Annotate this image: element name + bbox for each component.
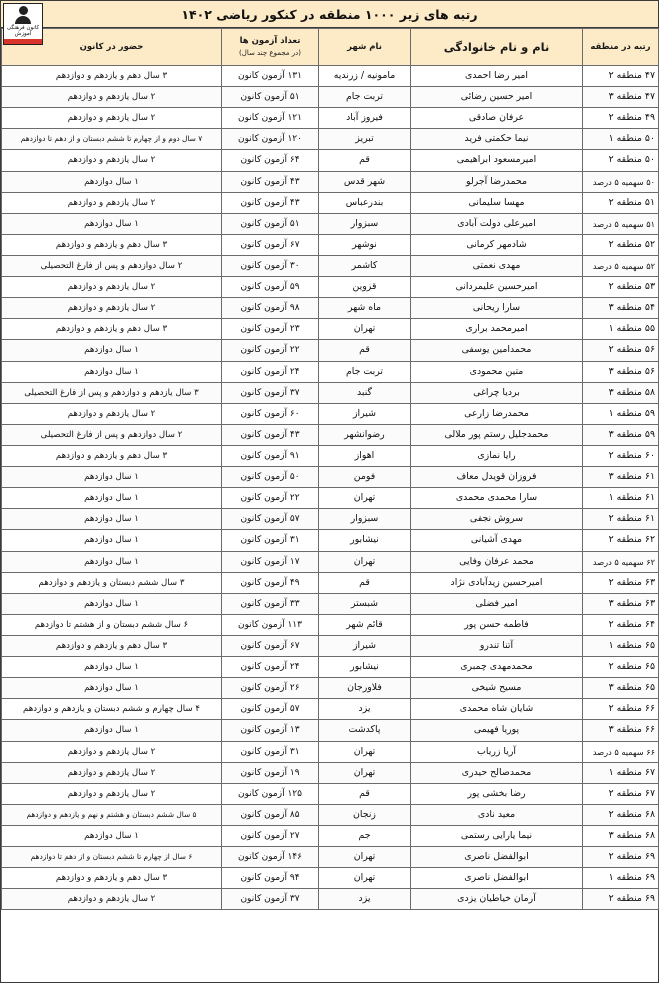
cell-rank: ۵۹ منطقه ۳ [583, 424, 659, 445]
cell-rank: ۵۲ سهمیه ۵ درصد [583, 255, 659, 276]
cell-tests: ۲۳ آزمون کانون [222, 319, 319, 340]
cell-name: مهسا سلیمانی [411, 192, 583, 213]
cell-tests: ۱۲۵ آزمون کانون [222, 783, 319, 804]
cell-name: محمدامین یوسفی [411, 340, 583, 361]
cell-name: محمدرضا آجرلو [411, 171, 583, 192]
table-row [2, 551, 659, 572]
cell-city: نوشهر [319, 234, 411, 255]
cell-name: آرمان خیاطیان یزدی [411, 889, 583, 910]
cell-name: محمدمهدی چمبری [411, 657, 583, 678]
cell-city: شیراز [319, 403, 411, 424]
cell-rank: ۶۸ منطقه ۲ [583, 804, 659, 825]
table-row [2, 298, 659, 319]
table-row [2, 614, 659, 635]
cell-name: فاطمه حسن پور [411, 614, 583, 635]
cell-rank: ۴۹ منطقه ۲ [583, 108, 659, 129]
table-row [2, 445, 659, 466]
table-row [2, 657, 659, 678]
table-row [2, 825, 659, 846]
cell-city: قم [319, 572, 411, 593]
cell-rank: ۶۵ منطقه ۳ [583, 678, 659, 699]
cell-attendance: ۲ سال یازدهم و دوازدهم [2, 783, 222, 804]
cell-tests: ۲۷ آزمون کانون [222, 825, 319, 846]
ranks-table [1, 28, 659, 910]
cell-rank: ۶۵ منطقه ۲ [583, 657, 659, 678]
cell-name: مهدی نعمتی [411, 255, 583, 276]
table-row [2, 635, 659, 656]
cell-tests: ۱۹ آزمون کانون [222, 762, 319, 783]
logo-figure-body-icon [15, 16, 31, 24]
cell-rank: ۵۶ منطقه ۲ [583, 340, 659, 361]
cell-city: قزوین [319, 277, 411, 298]
table-row [2, 87, 659, 108]
table-row [2, 192, 659, 213]
cell-name: امیر حسین رضائی [411, 87, 583, 108]
cell-city: اهواز [319, 445, 411, 466]
cell-tests: ۱۴۶ آزمون کانون [222, 847, 319, 868]
cell-city: تهران [319, 488, 411, 509]
table-row [2, 234, 659, 255]
cell-rank: ۵۵ منطقه ۱ [583, 319, 659, 340]
cell-attendance: ۲ سال یازدهم و دوازدهم [2, 298, 222, 319]
cell-rank: ۵۱ سهمیه ۵ درصد [583, 213, 659, 234]
cell-tests: ۱۲۱ آزمون کانون [222, 108, 319, 129]
cell-name: سارا ریحانی [411, 298, 583, 319]
cell-name: مهدی آشیانی [411, 530, 583, 551]
cell-tests: ۴۳ آزمون کانون [222, 171, 319, 192]
cell-attendance: ۱ سال دوازدهم [2, 825, 222, 846]
cell-city: فیروز آباد [319, 108, 411, 129]
table-row [2, 424, 659, 445]
table-row [2, 255, 659, 276]
cell-attendance: ۳ سال دهم و یازدهم و دوازدهم [2, 868, 222, 889]
table-row [2, 382, 659, 403]
cell-attendance: ۲ سال یازدهم و دوازدهم [2, 150, 222, 171]
cell-name: آتنا تندرو [411, 635, 583, 656]
cell-city: تهران [319, 868, 411, 889]
cell-city: مامونیه / زرندیه [319, 66, 411, 87]
col-header-attendance: حضور در کانون [2, 29, 222, 66]
cell-attendance: ۱ سال دوازدهم [2, 720, 222, 741]
cell-tests: ۱۷ آزمون کانون [222, 551, 319, 572]
cell-attendance: ۳ سال دهم و یازدهم و دوازدهم [2, 635, 222, 656]
cell-name: مسیح شیخی [411, 678, 583, 699]
cell-city: تهران [319, 741, 411, 762]
cell-name: سارا محمدی محمدی [411, 488, 583, 509]
cell-rank: ۶۹ منطقه ۲ [583, 847, 659, 868]
title-bar [1, 1, 658, 28]
cell-rank: ۶۵ منطقه ۱ [583, 635, 659, 656]
cell-name: معید نادی [411, 804, 583, 825]
cell-rank: ۶۸ منطقه ۳ [583, 825, 659, 846]
table-row [2, 277, 659, 298]
cell-name: شایان شاه محمدی [411, 699, 583, 720]
cell-name: امیر رضا احمدی [411, 66, 583, 87]
cell-tests: ۲۲ آزمون کانون [222, 488, 319, 509]
cell-tests: ۵۷ آزمون کانون [222, 509, 319, 530]
cell-city: تهران [319, 847, 411, 868]
cell-name: سروش نجفی [411, 509, 583, 530]
table-row [2, 572, 659, 593]
cell-city: نیشابور [319, 530, 411, 551]
col-header-tests-label: تعداد آزمون ها [239, 36, 301, 46]
col-header-rank: رتبه در منطقه [583, 29, 659, 66]
cell-tests: ۳۷ آزمون کانون [222, 382, 319, 403]
cell-rank: ۶۱ منطقه ۱ [583, 488, 659, 509]
cell-city: نیشابور [319, 657, 411, 678]
table-row [2, 741, 659, 762]
cell-attendance: ۳ سال دهم و یازدهم و دوازدهم [2, 319, 222, 340]
cell-city: تربت جام [319, 361, 411, 382]
cell-rank: ۶۲ منطقه ۲ [583, 530, 659, 551]
cell-tests: ۵۰ آزمون کانون [222, 467, 319, 488]
cell-name: رایا نمازی [411, 445, 583, 466]
cell-name: متین محمودی [411, 361, 583, 382]
cell-city: شبستر [319, 593, 411, 614]
cell-city: رضوانشهر [319, 424, 411, 445]
cell-tests: ۶۰ آزمون کانون [222, 403, 319, 424]
cell-attendance: ۲ سال دوازدهم و پس از فارغ التحصیلی [2, 424, 222, 445]
cell-name: محمد عرفان وفایی [411, 551, 583, 572]
cell-attendance: ۳ سال دهم و یازدهم و دوازدهم [2, 66, 222, 87]
cell-rank: ۶۷ منطقه ۱ [583, 762, 659, 783]
cell-rank: ۶۶ منطقه ۳ [583, 720, 659, 741]
cell-name: محمدرضا زارعی [411, 403, 583, 424]
cell-rank: ۴۷ منطقه ۲ [583, 66, 659, 87]
cell-name: ابوالفضل ناصری [411, 868, 583, 889]
logo-figure-head-icon [19, 6, 28, 15]
cell-rank: ۶۳ منطقه ۳ [583, 593, 659, 614]
cell-city: تبریز [319, 129, 411, 150]
cell-rank: ۶۹ منطقه ۲ [583, 889, 659, 910]
cell-city: یزد [319, 889, 411, 910]
cell-rank: ۵۴ منطقه ۳ [583, 298, 659, 319]
cell-name: امیرحسین علیمردانی [411, 277, 583, 298]
cell-tests: ۵۱ آزمون کانون [222, 213, 319, 234]
table-row [2, 129, 659, 150]
cell-attendance: ۱ سال دوازدهم [2, 509, 222, 530]
cell-tests: ۵۹ آزمون کانون [222, 277, 319, 298]
cell-tests: ۵۱ آزمون کانون [222, 87, 319, 108]
cell-rank: ۵۲ منطقه ۲ [583, 234, 659, 255]
cell-attendance: ۳ سال دهم و یازدهم و دوازدهم [2, 445, 222, 466]
cell-city: شهر قدس [319, 171, 411, 192]
table-row [2, 783, 659, 804]
cell-name: نیما یارایی رستمی [411, 825, 583, 846]
cell-attendance: ۲ سال یازدهم و دوازدهم [2, 192, 222, 213]
cell-tests: ۴۳ آزمون کانون [222, 192, 319, 213]
cell-city: تهران [319, 319, 411, 340]
cell-city: فلاورجان [319, 678, 411, 699]
cell-city: تربت جام [319, 87, 411, 108]
table-row [2, 340, 659, 361]
cell-attendance: ۱ سال دوازدهم [2, 488, 222, 509]
cell-tests: ۴۳ آزمون کانون [222, 424, 319, 445]
cell-tests: ۳۱ آزمون کانون [222, 741, 319, 762]
cell-tests: ۶۴ آزمون کانون [222, 150, 319, 171]
cell-city: گنبد [319, 382, 411, 403]
col-header-tests [222, 29, 319, 66]
cell-tests: ۳۳ آزمون کانون [222, 593, 319, 614]
cell-rank: ۵۱ منطقه ۲ [583, 192, 659, 213]
cell-tests: ۳۰ آزمون کانون [222, 255, 319, 276]
cell-name: محمدصالح حیدری [411, 762, 583, 783]
logo-text: کانون فرهنگی آموزش [6, 25, 40, 37]
cell-attendance: ۱ سال دوازدهم [2, 593, 222, 614]
cell-rank: ۴۷ منطقه ۳ [583, 87, 659, 108]
cell-name: امیر فضلی [411, 593, 583, 614]
cell-name: آریا زریاب [411, 741, 583, 762]
table-row [2, 150, 659, 171]
cell-tests: ۱۳۱ آزمون کانون [222, 66, 319, 87]
table-row [2, 847, 659, 868]
cell-tests: ۸۵ آزمون کانون [222, 804, 319, 825]
table-row [2, 403, 659, 424]
table-body [2, 66, 659, 910]
cell-city: تهران [319, 551, 411, 572]
cell-attendance: ۶ سال از چهارم تا ششم دبستان و از دهم تا دوازدهم [2, 847, 222, 868]
table-row [2, 509, 659, 530]
cell-name: محمدجلیل رستم پور ملالی [411, 424, 583, 445]
cell-rank: ۶۰ منطقه ۲ [583, 445, 659, 466]
kanoon-logo [3, 3, 43, 45]
col-header-tests-sub: (در مجموع چند سال) [239, 49, 301, 57]
cell-city: ماه شهر [319, 298, 411, 319]
cell-city: شیراز [319, 635, 411, 656]
cell-rank: ۶۳ منطقه ۲ [583, 572, 659, 593]
cell-name: امیرحسین زیدآبادی نژاد [411, 572, 583, 593]
cell-attendance: ۱ سال دوازدهم [2, 213, 222, 234]
cell-attendance: ۳ سال یازدهم و دوازدهم و پس از فارغ التحصیلی [2, 382, 222, 403]
table-row [2, 699, 659, 720]
table-row [2, 361, 659, 382]
cell-attendance: ۲ سال یازدهم و دوازدهم [2, 87, 222, 108]
cell-tests: ۶۷ آزمون کانون [222, 234, 319, 255]
cell-attendance: ۲ سال یازدهم و دوازدهم [2, 741, 222, 762]
table-row [2, 467, 659, 488]
cell-tests: ۹۴ آزمون کانون [222, 868, 319, 889]
cell-name: امیرمسعود ابراهیمی [411, 150, 583, 171]
cell-city: قم [319, 150, 411, 171]
table-header-row [2, 29, 659, 66]
table-row [2, 319, 659, 340]
table-row [2, 213, 659, 234]
cell-attendance: ۳ سال دهم و یازدهم و دوازدهم [2, 234, 222, 255]
table-row [2, 66, 659, 87]
table-row [2, 762, 659, 783]
cell-name: امیرمحمد براری [411, 319, 583, 340]
cell-attendance: ۲ سال دوازدهم و پس از فارغ التحصیلی [2, 255, 222, 276]
cell-attendance: ۲ سال یازدهم و دوازدهم [2, 762, 222, 783]
cell-rank: ۶۶ منطقه ۲ [583, 699, 659, 720]
cell-city: فومن [319, 467, 411, 488]
cell-rank: ۵۶ منطقه ۳ [583, 361, 659, 382]
cell-city: تهران [319, 762, 411, 783]
cell-city: زنجان [319, 804, 411, 825]
cell-attendance: ۲ سال یازدهم و دوازدهم [2, 108, 222, 129]
cell-attendance: ۵ سال ششم دبستان و هشتم و نهم و یازدهم و دوازدهم [2, 804, 222, 825]
cell-city: کاشمر [319, 255, 411, 276]
cell-attendance: ۷ سال دوم و از چهارم تا ششم دبستان و از دهم تا دوازدهم [2, 129, 222, 150]
cell-tests: ۶۷ آزمون کانون [222, 635, 319, 656]
cell-rank: ۶۹ منطقه ۱ [583, 868, 659, 889]
table-row [2, 488, 659, 509]
cell-rank: ۵۰ منطقه ۱ [583, 129, 659, 150]
cell-city: سبزوار [319, 509, 411, 530]
cell-tests: ۱۱۳ آزمون کانون [222, 614, 319, 635]
table-row [2, 593, 659, 614]
cell-city: قم [319, 783, 411, 804]
page-title: رتبه های زیر ۱۰۰۰ منطقه در کنکور ریاضی ۱۴۰۲ [181, 6, 478, 22]
cell-attendance: ۴ سال چهارم و ششم دبستان و یازدهم و دوازدهم [2, 699, 222, 720]
cell-tests: ۲۴ آزمون کانون [222, 657, 319, 678]
cell-name: نیما حکمتی فرید [411, 129, 583, 150]
cell-rank: ۵۳ منطقه ۲ [583, 277, 659, 298]
cell-city: سبزوار [319, 213, 411, 234]
cell-rank: ۶۴ منطقه ۲ [583, 614, 659, 635]
cell-tests: ۱۲۰ آزمون کانون [222, 129, 319, 150]
cell-rank: ۵۰ منطقه ۲ [583, 150, 659, 171]
cell-attendance: ۲ سال یازدهم و دوازدهم [2, 403, 222, 424]
cell-tests: ۳۱ آزمون کانون [222, 530, 319, 551]
cell-attendance: ۱ سال دوازدهم [2, 530, 222, 551]
cell-name: فروزان قویدل معاف [411, 467, 583, 488]
cell-tests: ۴۹ آزمون کانون [222, 572, 319, 593]
cell-city: قائم شهر [319, 614, 411, 635]
cell-rank: ۶۶ سهمیه ۵ درصد [583, 741, 659, 762]
table-row [2, 720, 659, 741]
cell-attendance: ۲ سال یازدهم و دوازدهم [2, 889, 222, 910]
table-row [2, 868, 659, 889]
cell-attendance: ۱ سال دوازدهم [2, 467, 222, 488]
col-header-city: نام شهر [319, 29, 411, 66]
cell-attendance: ۱ سال دوازدهم [2, 361, 222, 382]
cell-attendance: ۱ سال دوازدهم [2, 171, 222, 192]
cell-rank: ۶۲ سهمیه ۵ درصد [583, 551, 659, 572]
cell-attendance: ۱ سال دوازدهم [2, 657, 222, 678]
cell-attendance: ۶ سال ششم دبستان و از هشتم تا دوازدهم [2, 614, 222, 635]
cell-city: بندرعباس [319, 192, 411, 213]
cell-tests: ۵۷ آزمون کانون [222, 699, 319, 720]
table-row [2, 804, 659, 825]
cell-name: عرفان صادقی [411, 108, 583, 129]
cell-attendance: ۳ سال ششم دبستان و یازدهم و دوازدهم [2, 572, 222, 593]
cell-rank: ۶۱ منطقه ۳ [583, 467, 659, 488]
cell-tests: ۹۱ آزمون کانون [222, 445, 319, 466]
col-header-name: نام و نام خانوادگی [411, 29, 583, 66]
table-row [2, 171, 659, 192]
cell-attendance: ۱ سال دوازدهم [2, 678, 222, 699]
cell-tests: ۱۳ آزمون کانون [222, 720, 319, 741]
cell-tests: ۲۴ آزمون کانون [222, 361, 319, 382]
table-row [2, 889, 659, 910]
cell-attendance: ۲ سال یازدهم و دوازدهم [2, 277, 222, 298]
cell-rank: ۵۰ سهمیه ۵ درصد [583, 171, 659, 192]
cell-tests: ۹۸ آزمون کانون [222, 298, 319, 319]
cell-tests: ۲۲ آزمون کانون [222, 340, 319, 361]
cell-city: قم [319, 340, 411, 361]
cell-name: امیرعلی دولت آبادی [411, 213, 583, 234]
table-row [2, 678, 659, 699]
cell-rank: ۵۹ منطقه ۱ [583, 403, 659, 424]
cell-rank: ۵۸ منطقه ۳ [583, 382, 659, 403]
cell-name: شادمهر کرمانی [411, 234, 583, 255]
table-row [2, 108, 659, 129]
cell-name: ابوالفضل ناصری [411, 847, 583, 868]
cell-rank: ۶۱ منطقه ۲ [583, 509, 659, 530]
cell-name: بردیا چراغی [411, 382, 583, 403]
cell-attendance: ۱ سال دوازدهم [2, 551, 222, 572]
cell-attendance: ۱ سال دوازدهم [2, 340, 222, 361]
table-row [2, 530, 659, 551]
cell-rank: ۶۷ منطقه ۲ [583, 783, 659, 804]
cell-city: یزد [319, 699, 411, 720]
cell-city: پاکدشت [319, 720, 411, 741]
cell-city: جم [319, 825, 411, 846]
cell-name: رضا بخشی پور [411, 783, 583, 804]
cell-name: پوریا فهیمی [411, 720, 583, 741]
cell-tests: ۲۶ آزمون کانون [222, 678, 319, 699]
cell-tests: ۳۷ آزمون کانون [222, 889, 319, 910]
logo-band [4, 39, 42, 44]
